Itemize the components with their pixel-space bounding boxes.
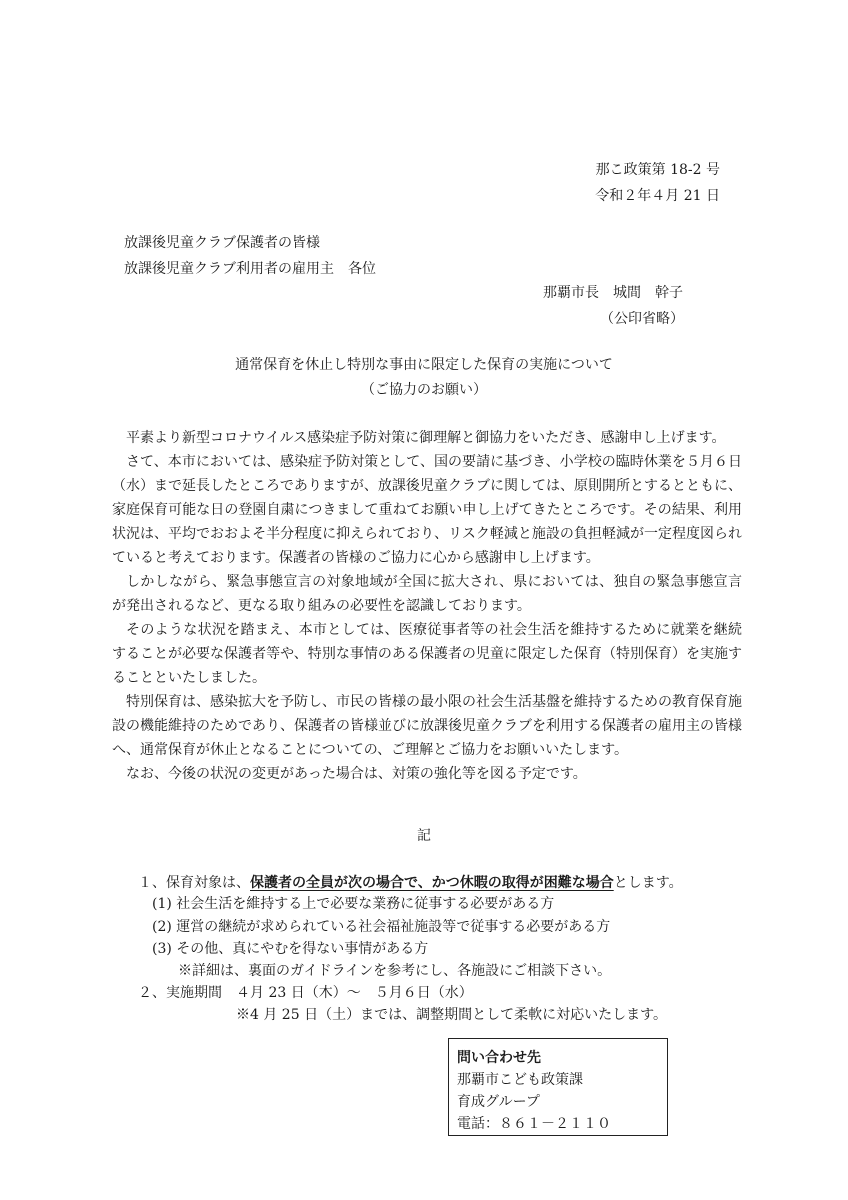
item-1-sub-1: (1) 社会生活を維持する上で必要な業務に従事する必要がある方 — [152, 896, 555, 912]
document-subtitle: （ご協力のお願い） — [361, 382, 487, 398]
document-title: 通常保育を休止し特別な事由に限定した保育の実施について — [235, 357, 613, 373]
document-number: 那こ政策第 18-2 号 — [595, 162, 720, 178]
item-2: ２、実施期間 ４月 23 日（木）～ ５月６日（水） — [138, 985, 473, 1001]
item-1 — [138, 876, 683, 890]
document-date: 令和２年４月 21 日 — [595, 188, 720, 204]
contact-phone: 電話：８６１－２１１０ — [457, 1116, 611, 1132]
item-1-sub-3: (3) その他、真にやむを得ない事情がある方 — [152, 941, 429, 957]
item-1-suffix: とします。 — [613, 875, 683, 891]
sender-name: 那覇市長 城間 幹子 — [543, 285, 683, 301]
body-paragraph-6: なお、今後の状況の変更があった場合は、対策の強化等を図る予定です。 — [126, 766, 587, 782]
body-section — [112, 426, 742, 786]
body-paragraph-1: 平素より新型コロナウイルス感染症予防対策に御理解と御協力をいただき、感謝申し上げます。 — [126, 430, 726, 446]
seal-omitted-note: （公印省略） — [600, 311, 684, 327]
ki-heading: 記 — [417, 828, 431, 844]
item-2-note: ※4 月 25 日（土）までは、調整期間として柔軟に対応いたします。 — [236, 1007, 667, 1023]
item-1-emphasis: 保護者の全員が次の場合で、かつ休暇の取得が困難な場合 — [250, 875, 614, 891]
body-paragraph-3: しかしながら、緊急事態宣言の対象地域が全国に拡大され、県においては、独自の緊急事態宣言が発出されるなど、更なる取り組みの必要性を認識しております。 — [112, 574, 742, 614]
contact-heading: 問い合わせ先 — [457, 1050, 541, 1066]
contact-department: 那覇市こども政策課 — [457, 1072, 583, 1088]
recipient-line-2: 放課後児童クラブ利用者の雇用主 各位 — [124, 261, 376, 277]
item-1-prefix: １、保育対象は、 — [138, 875, 250, 891]
contact-group: 育成グループ — [457, 1094, 540, 1110]
recipient-line-1: 放課後児童クラブ保護者の皆様 — [124, 235, 320, 251]
contact-box — [448, 1038, 668, 1136]
item-1-note: ※詳細は、裏面のガイドラインを参考にし、各施設にご相談下さい。 — [178, 963, 612, 979]
body-paragraph-2: さて、本市においては、感染症予防対策として、国の要請に基づき、小学校の臨時休業を５月６日（水）まで延長したところでありますが、放課後児童クラブに関しては、原則開所とするとともに、家庭保育可能な日の登園自粛につきまして重ねてお願い申し上げてきたところです。その結果、利用状況は、平均でおおよそ半分程度に抑えられており、リスク軽減と施設の負担軽減が一定程度図られていると考えております。保護者の皆様のご協力に心から感謝申し上げます。 — [112, 454, 742, 566]
item-1-sub-2: (2) 運営の継続が求められている社会福祉施設等で従事する必要がある方 — [152, 919, 611, 935]
body-paragraph-4: そのような状況を踏まえ、本市としては、医療従事者等の社会生活を維持するために就業を継続することが必要な保護者等や、特別な事情のある保護者の児童に限定した保育（特別保育）を実施することといたしました。 — [112, 622, 742, 686]
body-paragraph-5: 特別保育は、感染拡大を予防し、市民の皆様の最小限の社会生活基盤を維持するための教育保育施設の機能維持のためであり、保護者の皆様並びに放課後児童クラブを利用する保護者の雇用主の皆様へ、通常保育が休止となることについての、ご理解とご協力をお願いいたします。 — [112, 694, 742, 758]
